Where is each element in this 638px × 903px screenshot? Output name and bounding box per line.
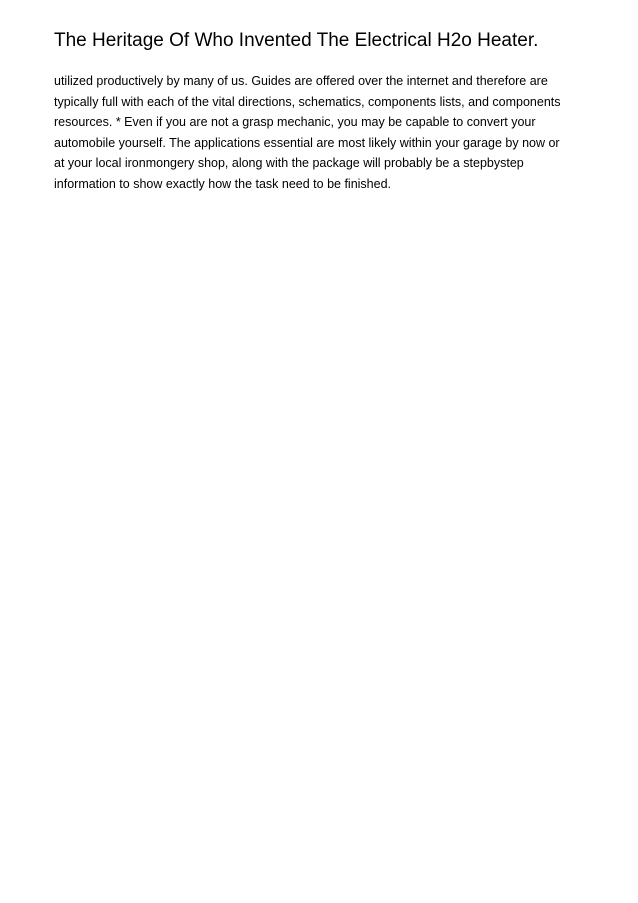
body-line: resources. * Even if you are not a grasp mechanic, you may be capable to convert your xyxy=(54,115,536,129)
document-body xyxy=(54,71,594,194)
body-line: at your local ironmongery shop, along with the package will probably be a stepbystep xyxy=(54,156,524,170)
document-title: The Heritage Of Who Invented The Electrical H2o Heater. xyxy=(54,30,539,51)
body-line: automobile yourself. The applications essential are most likely within your garage by now or xyxy=(54,135,560,150)
body-line: typically full with each of the vital directions, schematics, components lists, and components xyxy=(54,94,561,109)
body-line: information to show exactly how the task need to be finished. xyxy=(54,176,391,191)
body-line: utilized productively by many of us. Guides are offered over the internet and therefore are xyxy=(54,74,548,88)
